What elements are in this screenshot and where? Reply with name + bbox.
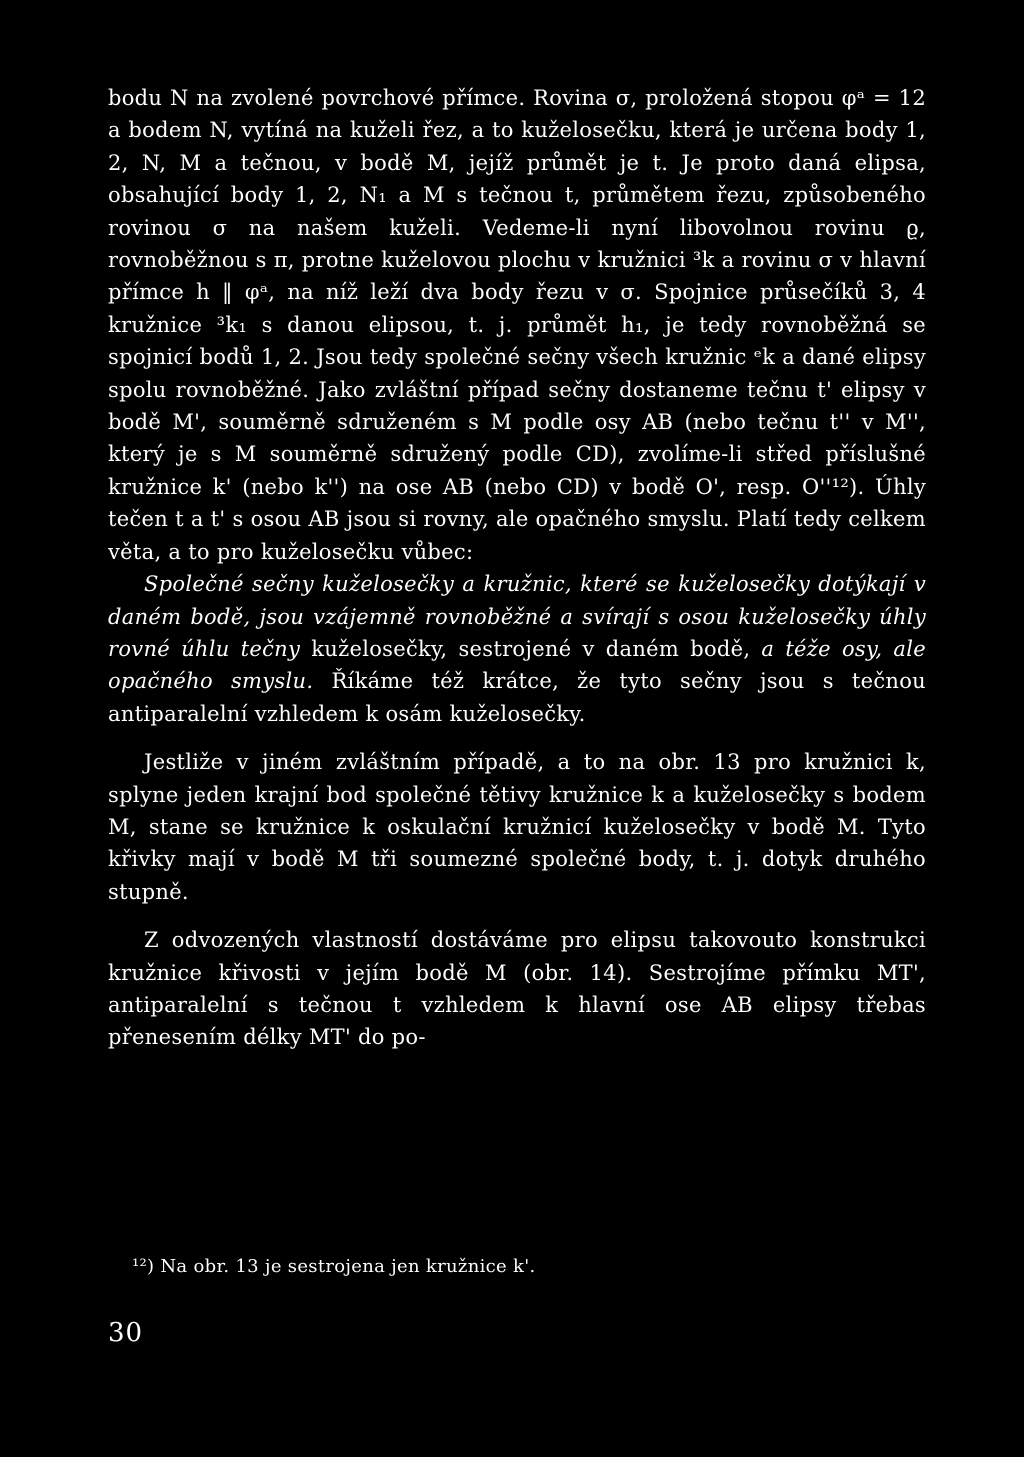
- footnote: ¹²) Na obr. 13 je sestrojena jen kružnice k'.: [132, 1256, 536, 1277]
- theorem-italic-part-2: a téže osy, ale opačného smyslu.: [108, 636, 926, 694]
- theorem-regular-part: kuželosečky, sestrojené v daném bodě,: [300, 636, 762, 661]
- theorem-italic-part-1: Společné sečny kuželosečky a kružnic, které se kuželosečky dotýkají v daném bodě, jsou vzájemně rovnoběžné a svírají s osou kuželosečky úhly rovné úhlu tečny: [108, 572, 926, 661]
- paragraph-3: Jestliže v jiném zvláštním případě, a to na obr. 13 pro kružnici k, splyne jeden krajní bod společné tětivy kružnice k a kuželosečky s bodem M, stane se kružnice k oskulační kružnicí kuželosečky v bodě M. Tyto křivky mají v bodě M tři soumezné společné body, t. j. dotyk druhého stupně.: [108, 750, 926, 904]
- paragraph-1: bodu N na zvolené povrchové přímce. Rovina σ, proložená stopou φᵃ = 12 a bodem N, vytíná na kuželi řez, a to kuželosečku, která je určena body 1, 2, N, M a tečnou, v bodě M, jejíž průmět je t. Je proto daná elipsa, obsahující body 1, 2, N₁ a M s tečnou t, průmětem řezu, způsobeného rovinou σ na našem kuželi. Vedeme-li nyní libovolnou rovinu ϱ, rovnoběžnou s π, protne kuželovou plochu v kružnici ³k a rovinu σ v hlavní přímce h ‖ φᵃ, na níž leží dva body řezu v σ. Spojnice průsečíků 3, 4 kružnice ³k₁ s danou elipsou, t. j. průmět h₁, je tedy rovnoběžná se spojnicí bodů 1, 2. Jsou tedy společné sečny všech kružnic ᵉk a dané elipsy spolu rovnoběžné. Jako zvláštní případ sečny dostaneme tečnu t' elipsy v bodě M', souměrně sdruženém s M podle osy AB (nebo tečnu t'' v M'', který je s M souměrně sdružený podle CD), zvolíme-li střed příslušné kružnice k' (nebo k'') na ose AB (nebo CD) v bodě O', resp. O''¹²). Úhly tečen t a t' s osou AB jsou si rovny, ale opačného smyslu. Platí tedy celkem věta, a to pro kuželosečku vůbec:: [108, 86, 926, 564]
- paragraph-2-theorem: [108, 568, 926, 730]
- page-number: 30: [108, 1318, 144, 1348]
- paragraph-4: Z odvozených vlastností dostáváme pro elipsu takovouto konstrukci kružnice křivosti v jejím bodě M (obr. 14). Sestrojíme přímku MT', antiparalelní s tečnou t vzhledem k hlavní ose AB elipsy třebas přenesením délky MT' do po-: [108, 928, 926, 1050]
- page-body: [108, 82, 926, 1054]
- theorem-tail: Říkáme též krátce, že tyto sečny jsou s tečnou antiparalelní vzhledem k osám kuželosečky.: [108, 669, 927, 726]
